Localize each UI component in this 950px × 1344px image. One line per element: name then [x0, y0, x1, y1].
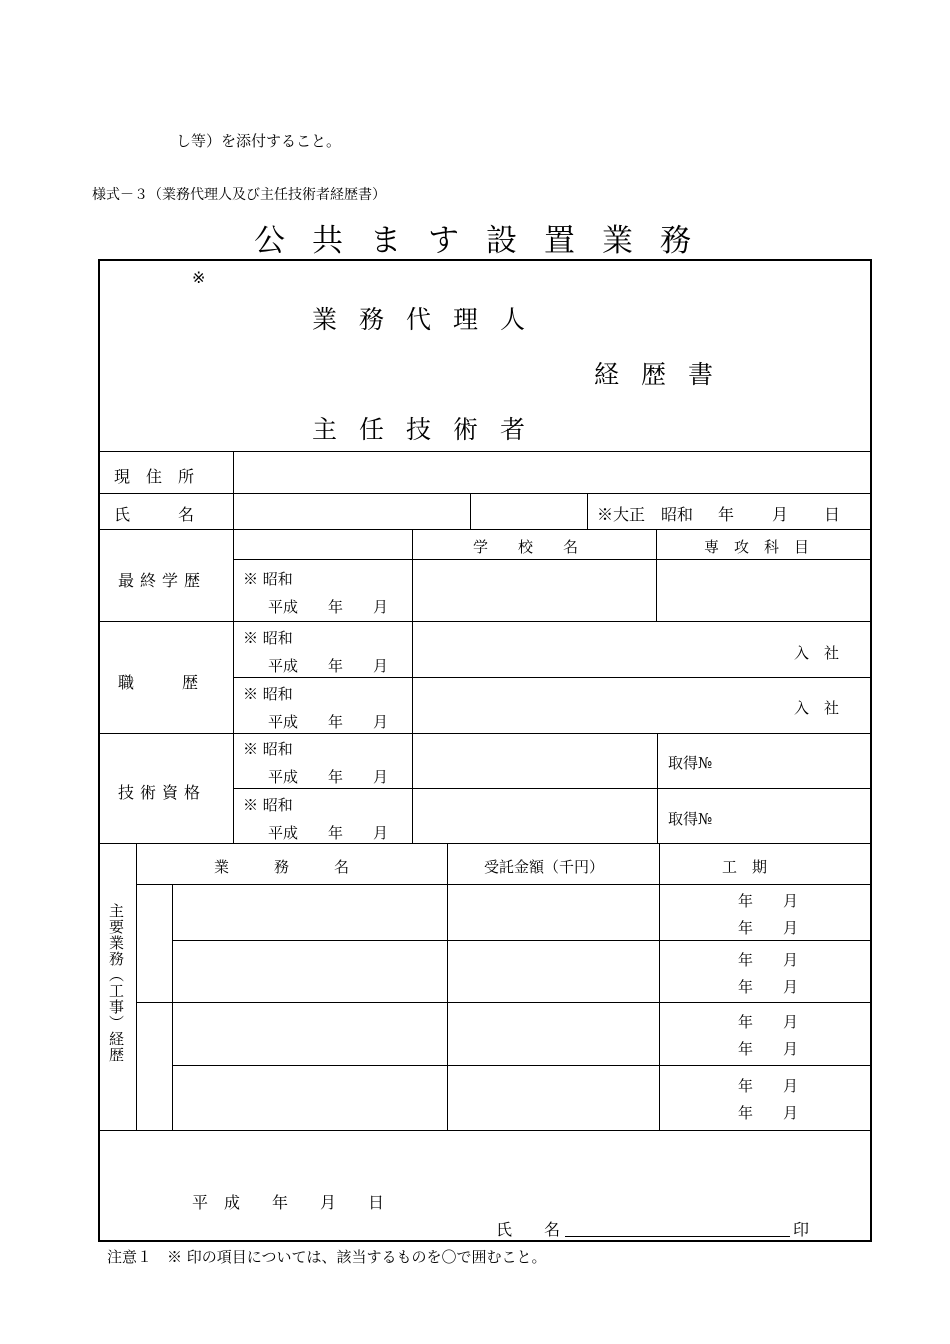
footnote: 注意１ ※ 印の項目については、該当するものを〇で囲むこと。 — [107, 1248, 547, 1266]
footer-date: 平 成 年 月 日 — [192, 1193, 385, 1212]
rule-qual-bottom — [99, 843, 871, 844]
address-label: 現 住 所 — [114, 467, 195, 486]
title-agent: 業務代理人 — [312, 305, 548, 334]
qual-1-date-line2: 平成 年 月 — [268, 768, 389, 786]
career-label: 職 歴 — [118, 673, 199, 692]
works-col-name: 業 務 名 — [214, 858, 350, 876]
works-side-label: 主要業務（工事）経歴 — [107, 903, 125, 1063]
title-asterisk: ※ — [192, 268, 206, 287]
works-2-period-start: 年 月 — [738, 951, 799, 969]
rule-label-col — [233, 451, 234, 843]
rule-works-amount-col — [447, 843, 448, 1130]
birth-month: 月 — [772, 505, 789, 524]
major-header: 専 攻 科 目 — [704, 538, 810, 556]
career-2-suffix: 入 社 — [794, 699, 840, 717]
rule-career-bottom — [99, 733, 871, 734]
rule-works-header — [136, 884, 871, 885]
works-4-period-end: 年 月 — [738, 1104, 799, 1122]
seal-mark: 印 — [793, 1220, 810, 1239]
title-resume: 経歴書 — [594, 360, 736, 389]
rule-address-bottom — [99, 493, 871, 494]
qualification-label: 技術資格 — [118, 783, 207, 802]
works-3-period-end: 年 月 — [738, 1040, 799, 1058]
education-label: 最終学歴 — [118, 571, 207, 590]
rule-works-bottom — [99, 1130, 871, 1131]
rule-works-r1 — [172, 940, 871, 941]
qual-1-date-era: ※ 昭和 — [243, 740, 293, 758]
birth-day: 日 — [824, 505, 841, 524]
rule-works-r3 — [172, 1065, 871, 1066]
rule-qual-acq-col — [657, 733, 658, 843]
footer-name-label: 氏 名 — [496, 1220, 561, 1239]
works-4-period-start: 年 月 — [738, 1077, 799, 1095]
works-1-period-start: 年 月 — [738, 892, 799, 910]
rule-date-col — [412, 529, 413, 843]
rule-name-bottom — [99, 529, 871, 530]
rule-works-side-col — [136, 843, 137, 1130]
rule-career-mid — [234, 677, 871, 678]
edu-date-line2: 平成 年 月 — [268, 598, 389, 616]
birth-era: ※大正 昭和 — [597, 505, 694, 524]
rule-name-split1 — [470, 493, 471, 529]
edu-date-era: ※ 昭和 — [243, 570, 293, 588]
works-col-period: 工 期 — [722, 858, 768, 876]
works-col-amount: 受託金額（千円） — [484, 858, 605, 876]
rule-edu-header — [234, 559, 871, 560]
school-header: 学 校 名 — [473, 538, 579, 556]
qual-2-date-line2: 平成 年 月 — [268, 824, 389, 842]
rule-works-period-col — [659, 843, 660, 1130]
signature-line[interactable] — [565, 1236, 790, 1237]
title-chief-engineer: 主任技術者 — [312, 415, 548, 444]
qual-1-acq: 取得№ — [668, 754, 713, 772]
qual-2-date-era: ※ 昭和 — [243, 796, 293, 814]
rule-title-bottom — [99, 451, 871, 452]
works-3-period-start: 年 月 — [738, 1013, 799, 1031]
career-1-suffix: 入 社 — [794, 644, 840, 662]
career-2-date-line2: 平成 年 月 — [268, 713, 389, 731]
top-note: し等）を添付すること。 — [176, 132, 342, 150]
qual-2-acq: 取得№ — [668, 810, 713, 828]
rule-works-r2 — [136, 1002, 871, 1003]
rule-name-split2 — [587, 493, 588, 529]
career-1-date-line2: 平成 年 月 — [268, 657, 389, 675]
birth-year: 年 — [718, 505, 735, 524]
works-2-period-end: 年 月 — [738, 978, 799, 996]
rule-qual-mid — [234, 788, 871, 789]
rule-works-group-col — [172, 884, 173, 1130]
rule-edu-major-col — [656, 529, 657, 621]
name-label: 氏 名 — [114, 505, 195, 524]
form-label: 様式－３（業務代理人及び主任技術者経歴書） — [92, 187, 386, 203]
main-title: 公共ます設置業務 — [254, 223, 718, 259]
rule-edu-bottom — [99, 621, 871, 622]
career-2-date-era: ※ 昭和 — [243, 685, 293, 703]
career-1-date-era: ※ 昭和 — [243, 629, 293, 647]
works-1-period-end: 年 月 — [738, 919, 799, 937]
